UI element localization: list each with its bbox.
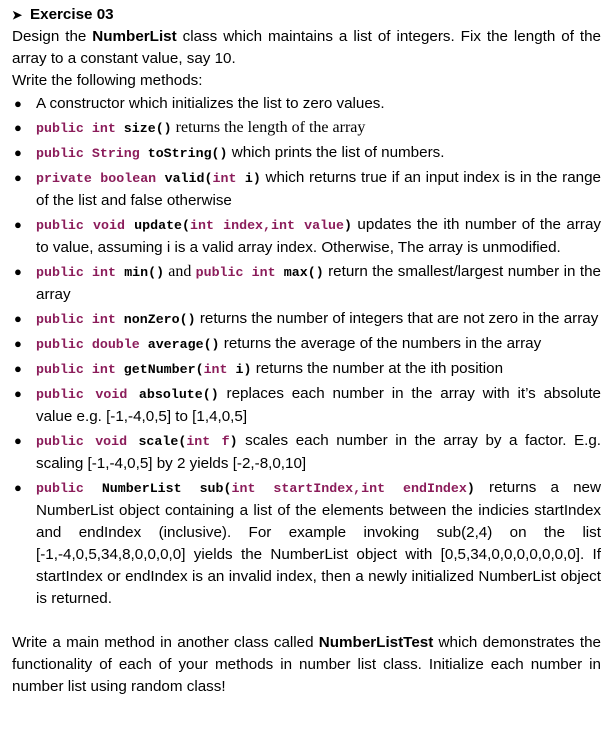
list-item: ● public double average() returns the average of the numbers in the array bbox=[12, 333, 601, 356]
list-item: ● public void update(int index,int value) updates the ith number of the array to value, assuming i is a valid array index. Otherwise, The array is unmodified. bbox=[14, 216, 601, 256]
bullet-icon: ● bbox=[14, 264, 22, 279]
bullet-icon: ● bbox=[14, 311, 22, 326]
list-item: ● public int min() and public int max() return the smallest/largest number in the array bbox=[14, 263, 601, 303]
list-item: ● public int size() returns the length of the array bbox=[12, 117, 601, 140]
class-name: NumberList bbox=[92, 28, 177, 45]
arrow-bullet-icon: ➤ bbox=[12, 8, 23, 22]
intro-paragraph: Design the NumberList class which maintains a list of integers. Fix the length of the array to a constant value, say 10. bbox=[12, 28, 601, 67]
bullet-icon: ● bbox=[14, 480, 22, 495]
list-item: ● public int getNumber(int i) returns the number at the ith position bbox=[12, 358, 601, 381]
test-class-name: NumberListTest bbox=[318, 634, 434, 651]
bullet-icon: ● bbox=[14, 120, 22, 135]
bullet-icon: ● bbox=[14, 96, 22, 111]
bullet-icon: ● bbox=[14, 386, 22, 401]
list-item: ● public NumberList sub(int startIndex,int endIndex) returns a new NumberList object containing a list of the elements between the indicies startIndex and endIndex (inclusive). For example invoking sub(2,4) on the list [-1,-4,0,5,34,8,0,0,0,0] yields the NumberList object with [0,5,34,0,0,0,0,0,0,0]. If startIndex or endIndex is an invalid index, then a newly initialized NumberList object is returned. bbox=[14, 479, 601, 607]
methods-list bbox=[12, 93, 601, 610]
bullet-icon: ● bbox=[14, 361, 22, 376]
list-item: ● private boolean valid(int i) which returns true if an input index is in the range of the list and false otherwise bbox=[14, 169, 602, 209]
bullet-icon: ● bbox=[14, 217, 22, 232]
list-item: ● A constructor which initializes the list to zero values. bbox=[12, 93, 601, 115]
bullet-icon: ● bbox=[14, 336, 22, 351]
list-item: ● public int nonZero() returns the number of integers that are not zero in the array bbox=[12, 308, 601, 331]
list-item: ● public void absolute() replaces each number in the array with it’s absolute value e.g. [-1,-4,0,5] to [1,4,0,5] bbox=[14, 385, 601, 425]
methods-heading: Write the following methods: bbox=[12, 72, 203, 89]
exercise-heading bbox=[12, 4, 601, 26]
list-item: ● public String toString() which prints the list of numbers. bbox=[12, 142, 601, 165]
list-item: ● public void scale(int f) scales each number in the array by a factor. E.g. scaling [-1,-4,0,5] by 2 yields [-2,-8,0,10] bbox=[14, 432, 601, 472]
exercise-title: Exercise 03 bbox=[30, 6, 114, 23]
bullet-icon: ● bbox=[14, 170, 22, 185]
footer-paragraph: Write a main method in another class called NumberListTest which demonstrates the functionality of each of your methods in number list class. Initialize each number in number list using random class! bbox=[12, 634, 601, 695]
spacer bbox=[12, 612, 601, 632]
bullet-icon: ● bbox=[14, 433, 22, 448]
bullet-icon: ● bbox=[14, 145, 22, 160]
